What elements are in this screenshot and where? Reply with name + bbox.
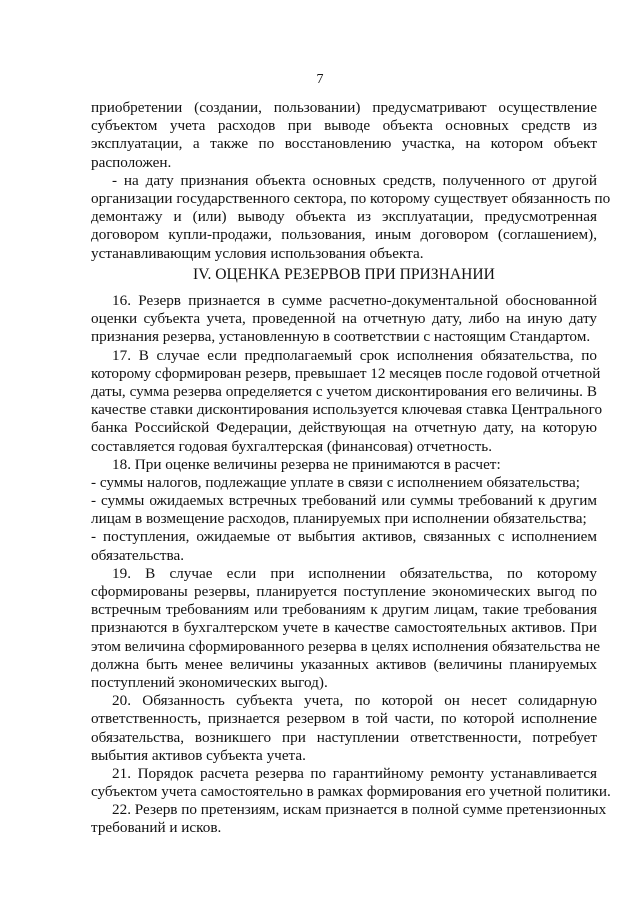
text-block-continuation [91,99,611,263]
text-line: договором купли-продажи, пользования, иным договором (соглашением), [91,226,597,244]
text-line: обязательства. [91,546,185,564]
text-line: признаются в бухгалтерском учете в качестве самостоятельных активов. При [91,619,597,637]
text-line: этом величина сформированного резерва в целях исполнения обязательства не [91,637,601,655]
text-line: - суммы налогов, подлежащие уплате в связи с исполнением обязательства; [91,473,580,491]
text-line: расположен. [91,153,172,171]
text-line: - суммы ожидаемых встречных требований или суммы требований к другим [91,492,597,510]
text-line: 21. Порядок расчета резерва по гарантийному ремонту устанавливается [112,764,597,782]
text-line: банка Российской Федерации, действующая на отчетную дату, на которую [91,419,597,437]
text-line: оценки субъекта учета, проведенной на отчетную дату, либо на иную дату [91,310,597,328]
text-line: поступлений экономических выгод). [91,673,328,691]
text-line: организации государственного сектора, по которому существует обязанность по [91,189,611,207]
text-line: субъектом учета расходов при выводе объекта основных средств из [91,117,597,135]
text-line: обязательства, возникшего при наступлении ответственности, потребует [91,728,597,746]
text-line: приобретении (создании, пользовании) предусматривают осуществление [91,99,597,116]
text-line: демонтажу и (или) выводу объекта из эксплуатации, предусмотренная [91,208,597,226]
text-block-section-iv [91,292,611,838]
text-line: - на дату признания объекта основных средств, полученного от другой [112,171,597,189]
text-line: 16. Резерв признается в сумме расчетно-документальной обоснованной [112,292,597,309]
page-number: 7 [316,72,324,87]
text-line: которому сформирован резерв, превышает 12 месяцев после годовой отчетной [91,364,601,382]
text-line: 19. В случае если при исполнении обязательства, по которому [112,564,597,582]
text-line: качестве ставки дисконтирования используется ключевая ставка Центрального [91,401,603,419]
text-line: сформированы резервы, планируется поступление экономических выгод по [91,583,597,600]
text-line: - поступления, ожидаемые от выбытия активов, связанных с исполнением [91,528,597,546]
text-line: составляется годовая бухгалтерская (финансовая) отчетность. [91,437,493,455]
section-heading: IV. ОЦЕНКА РЕЗЕРВОВ ПРИ ПРИЗНАНИИ [193,266,495,283]
text-line: эксплуатации, а также по восстановлению участка, на котором объект [91,135,597,153]
text-line: признания резерва, установленную в соответствии с настоящим Стандартом. [91,328,591,346]
text-line: 20. Обязанность субъекта учета, по которой он несет солидарную [112,692,597,710]
text-line: устанавливающим условия использования объекта. [91,244,424,262]
text-line: требований и исков. [91,819,222,837]
text-line: лицам в возмещение расходов, планируемых при исполнении обязательства; [91,510,587,528]
text-line: даты, сумма резерва определяется с учетом дисконтирования его величины. В [91,382,597,400]
text-line: 18. При оценке величины резерва не принимаются в расчет: [112,455,501,473]
text-line: 17. В случае если предполагаемый срок исполнения обязательства, по [112,346,597,364]
text-line: должна быть менее величины указанных активов (величины планируемых [91,655,597,673]
text-line: 22. Резерв по претензиям, искам признается в полной сумме претензионных [112,801,607,819]
text-line: встречным требованиям или требованиям к другим лицам, такие требования [91,601,597,619]
text-line: субъектом учета самостоятельно в рамках формирования его учетной политики. [91,783,611,801]
text-line: выбытия активов субъекта учета. [91,746,306,764]
text-line: ответственность, признается резервом в той части, по которой исполнение [91,710,597,728]
